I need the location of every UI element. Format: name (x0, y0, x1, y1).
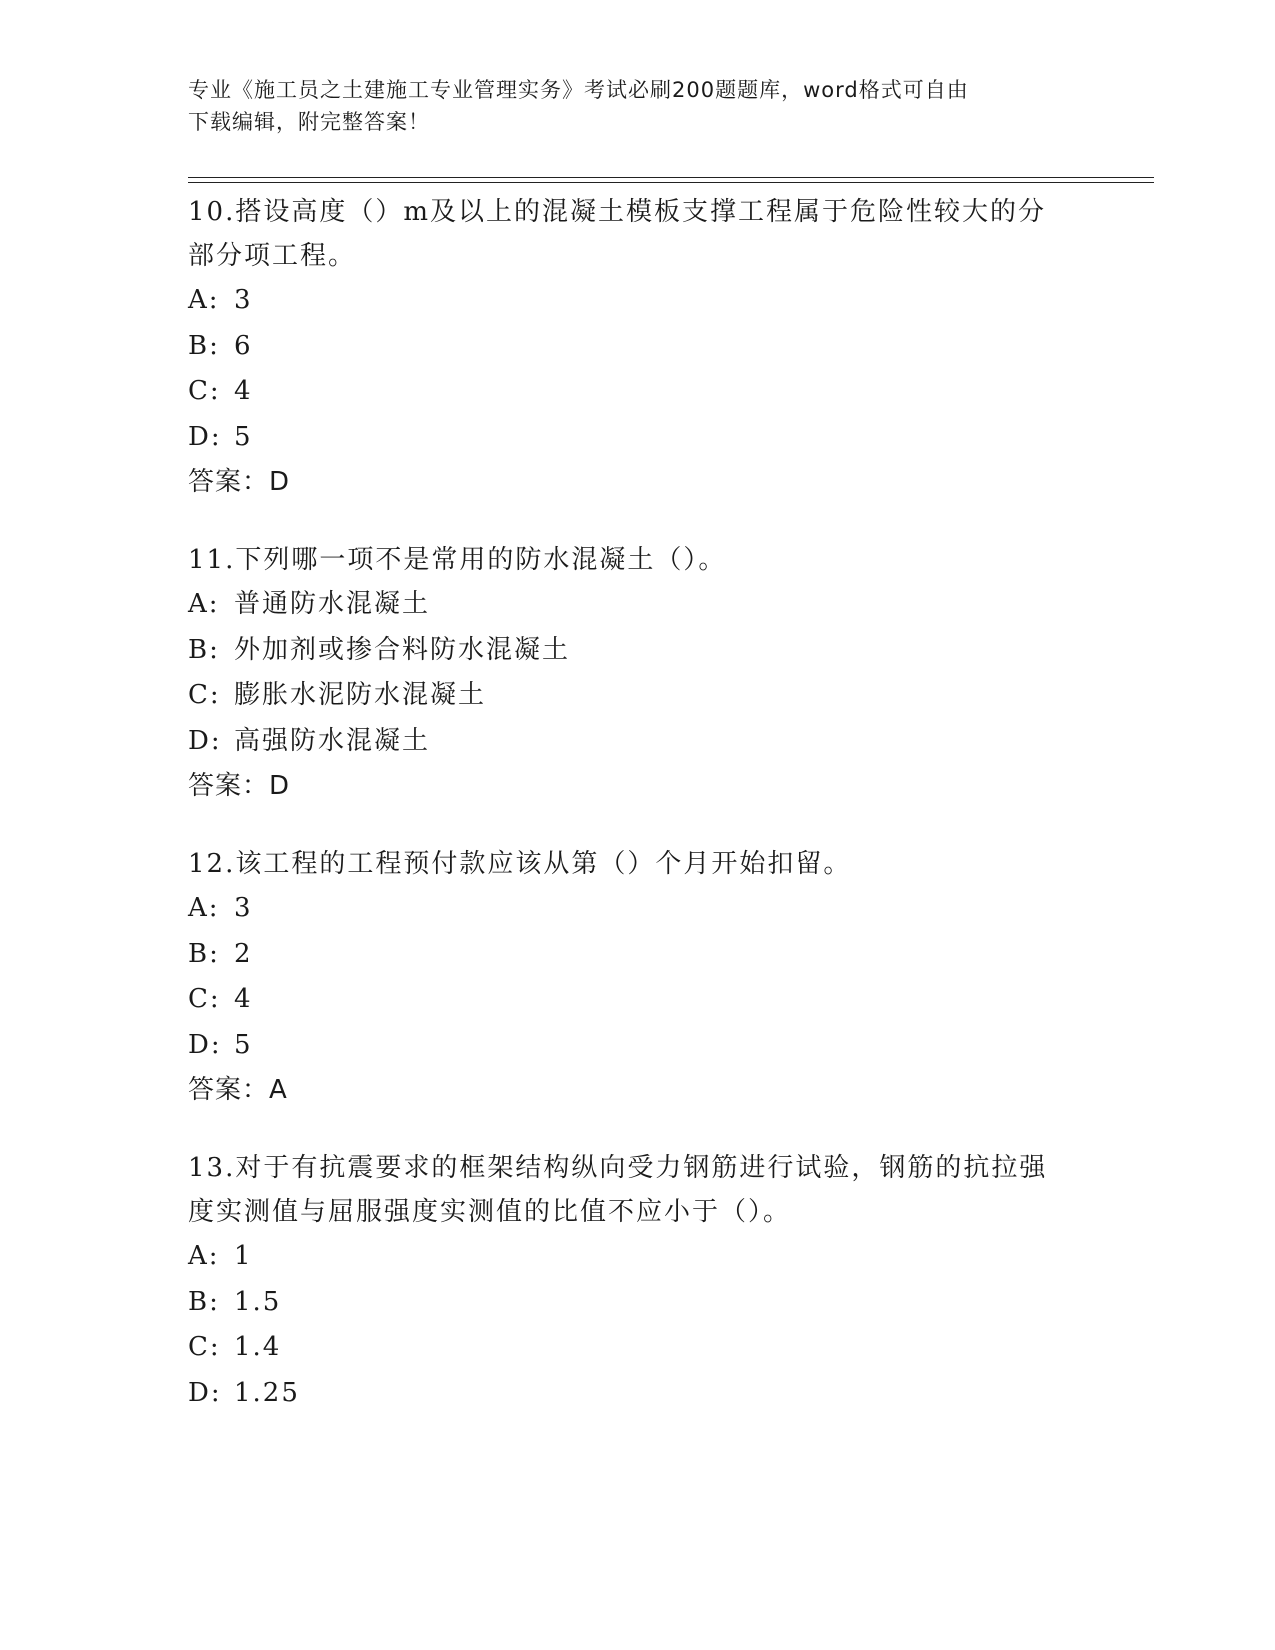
option-a: A: 1 (188, 1241, 253, 1271)
option-d: D: 高强防水混凝土 (188, 725, 431, 756)
question-list (188, 190, 1088, 1450)
question-13 (188, 1146, 1088, 1416)
document-header (188, 74, 1068, 138)
answer-line: 答案：A (188, 1075, 288, 1105)
option-b: B: 6 (188, 330, 253, 361)
question-11 (188, 538, 1088, 808)
option-b: B: 外加剂或掺合料防水混凝土 (188, 634, 571, 665)
option-c: C: 1.4 (188, 1332, 282, 1362)
option-d: D: 1.25 (188, 1377, 300, 1408)
option-c: C: 4 (188, 984, 253, 1014)
option-c: C: 膨胀水泥防水混凝土 (188, 680, 487, 710)
answer-line: 答案：D (188, 771, 291, 801)
question-text-line: 13.对于有抗震要求的框架结构纵向受力钢筋进行试验，钢筋的抗拉强 (188, 1153, 1048, 1183)
option-a: A: 3 (188, 285, 253, 315)
option-c: C: 4 (188, 376, 253, 406)
question-10 (188, 190, 1088, 504)
header-line-2: 下载编辑，附完整答案！ (188, 110, 430, 134)
question-12 (188, 842, 1088, 1112)
question-text-line: 部分项工程。 (188, 241, 357, 271)
option-d: D: 5 (188, 1029, 253, 1060)
option-d: D: 5 (188, 421, 253, 452)
question-text-line: 12.该工程的工程预付款应该从第（）个月开始扣留。 (188, 849, 852, 879)
header-divider-top (188, 177, 1154, 178)
question-text-line: 度实测值与屈服强度实测值的比值不应小于（）。 (188, 1197, 792, 1227)
question-text-line: 11.下列哪一项不是常用的防水混凝土（）。 (188, 545, 727, 575)
option-a: A: 3 (188, 893, 253, 923)
option-a: A: 普通防水混凝土 (188, 589, 431, 619)
header-divider-bottom (188, 182, 1154, 183)
question-text-line: 10.搭设高度（）m及以上的混凝土模板支撑工程属于危险性较大的分 (188, 197, 1047, 227)
answer-line: 答案：D (188, 467, 291, 497)
option-b: B: 2 (188, 938, 253, 969)
option-b: B: 1.5 (188, 1286, 282, 1317)
header-line-1: 专业《施工员之土建施工专业管理实务》考试必刷200题题库，word格式可自由 (188, 78, 969, 102)
